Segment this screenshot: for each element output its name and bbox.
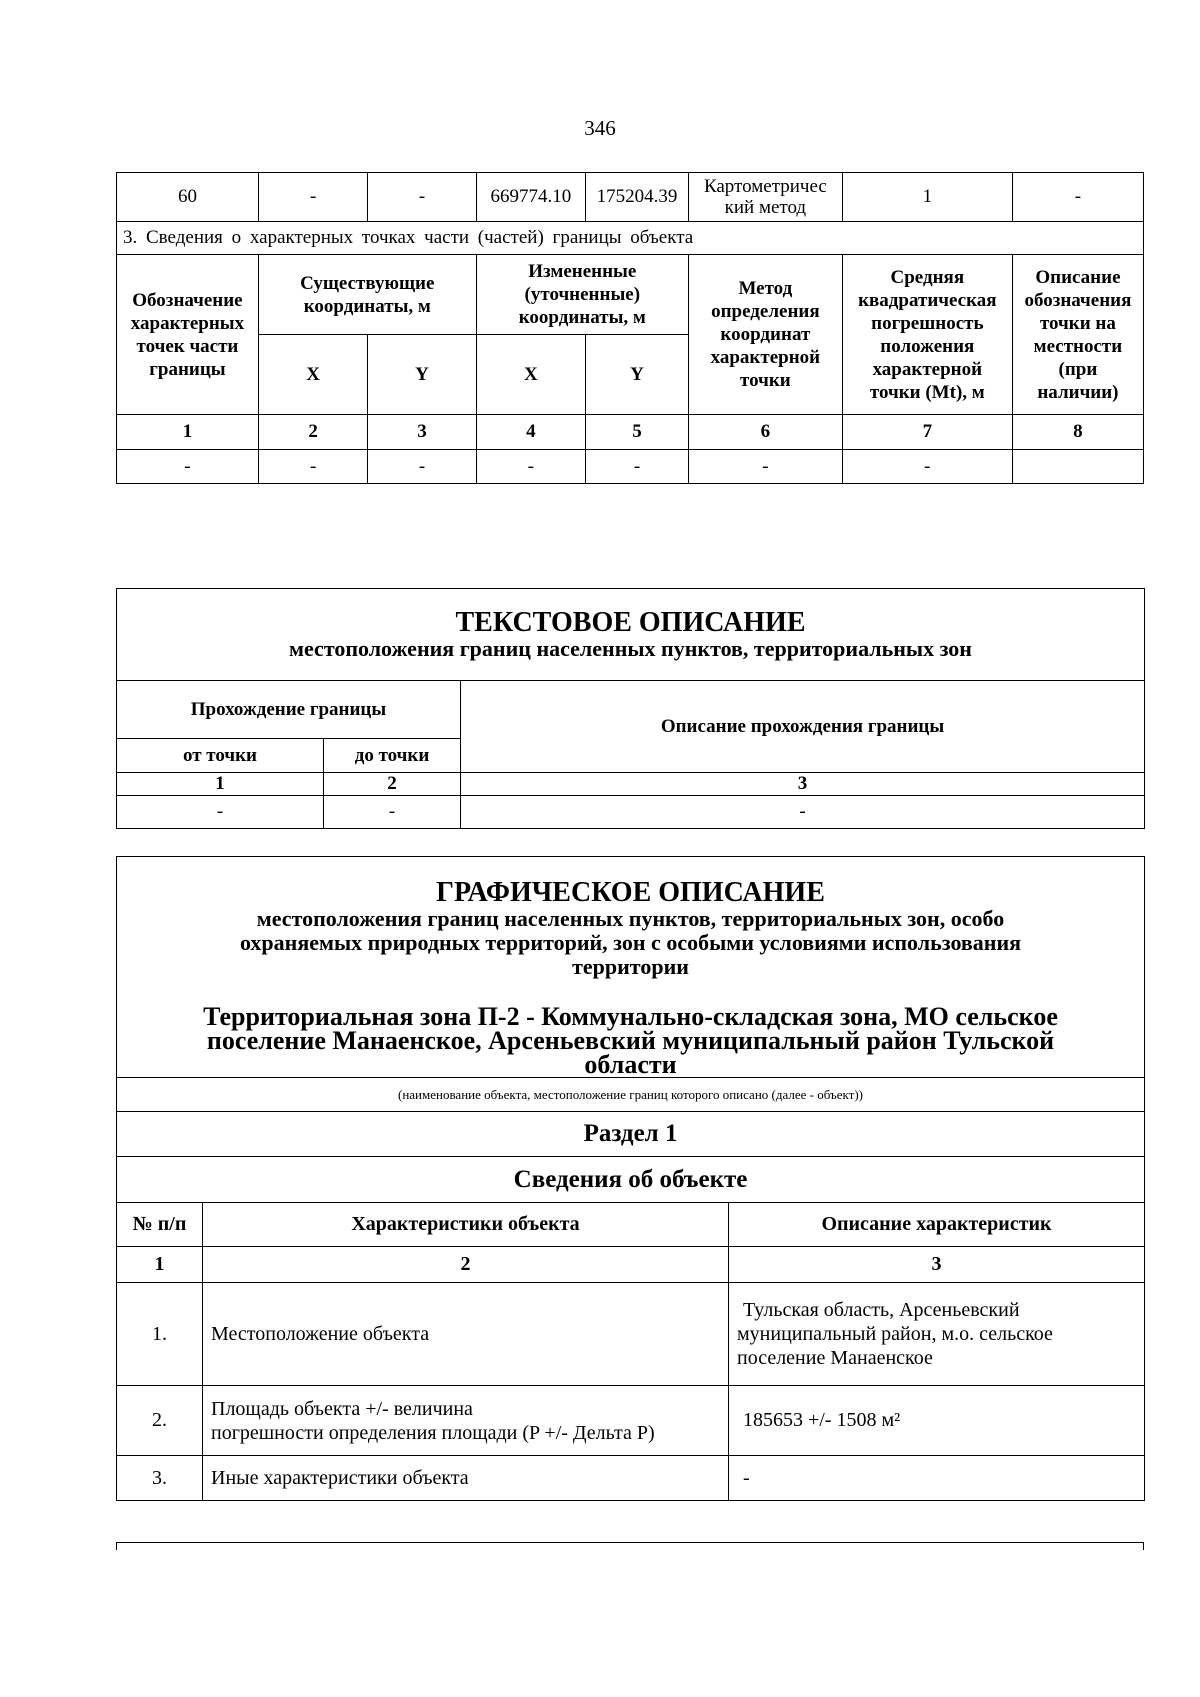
header-characteristics: Характеристики объекта bbox=[203, 1203, 729, 1247]
col-number: 1 bbox=[117, 415, 259, 450]
object-name-note: (наименование объекта, местоположение границ которого описано (далее - объект)) bbox=[117, 1078, 1145, 1112]
table-row bbox=[117, 173, 1144, 222]
table-cell: 1 bbox=[842, 173, 1012, 222]
row-number: 2. bbox=[117, 1386, 203, 1456]
table-cell: - bbox=[324, 796, 461, 829]
row-number: 1. bbox=[117, 1283, 203, 1386]
from-point-header: от точки bbox=[117, 739, 324, 773]
header-changed-coords: Измененные (уточненные) координаты, м bbox=[476, 255, 688, 335]
graphic-description-header bbox=[117, 857, 1145, 1078]
object-name-line: области bbox=[584, 1050, 677, 1079]
method-line: Картометричес bbox=[703, 176, 827, 197]
row-characteristic: Местоположение объекта bbox=[203, 1283, 729, 1386]
table-row bbox=[117, 1456, 1145, 1501]
table-row bbox=[117, 450, 1144, 484]
row-description: 185653 +/- 1508 м² bbox=[729, 1386, 1145, 1456]
table-cell: - bbox=[586, 450, 689, 484]
document-title: ГРАФИЧЕСКОЕ ОПИСАНИЕ bbox=[436, 877, 825, 908]
table-cell: 60 bbox=[117, 173, 259, 222]
table-cell: - bbox=[258, 450, 367, 484]
section-title: Сведения об объекте bbox=[117, 1157, 1145, 1203]
col-number: 7 bbox=[842, 415, 1012, 450]
table-cell: - bbox=[1012, 173, 1143, 222]
col-number: 2 bbox=[203, 1247, 729, 1283]
row-characteristic: Площадь объекта +/- величина погрешности определения площади (P +/- Дельта P) bbox=[203, 1386, 729, 1456]
col-number: 3 bbox=[729, 1247, 1145, 1283]
col-number: 6 bbox=[688, 415, 842, 450]
page-number: 346 bbox=[584, 116, 616, 140]
text-description-header bbox=[117, 589, 1145, 681]
table-cell bbox=[688, 173, 842, 222]
table-cell: - bbox=[117, 796, 324, 829]
table-cell: - bbox=[461, 796, 1145, 829]
document-title: ТЕКСТОВОЕ ОПИСАНИЕ bbox=[455, 606, 806, 638]
object-name-line: Территориальная зона П-2 - Коммунально-складская зона, МО сельское bbox=[203, 1002, 1058, 1031]
col-number: 3 bbox=[368, 415, 476, 450]
to-point-header: до точки bbox=[324, 739, 461, 773]
table-cell: - bbox=[258, 173, 367, 222]
table-row bbox=[117, 1283, 1145, 1386]
col-number: 4 bbox=[476, 415, 585, 450]
col-number: 1 bbox=[117, 1247, 203, 1283]
object-name-line: поселение Манаенское, Арсеньевский муниципальный район Тульской bbox=[206, 1026, 1055, 1055]
header-y: Y bbox=[586, 335, 689, 415]
col-number: 3 bbox=[461, 773, 1145, 796]
row-description: Тульская область, Арсеньевский муниципальный район, м.о. сельское поселение Манаенское bbox=[729, 1283, 1145, 1386]
row-number: 3. bbox=[117, 1456, 203, 1501]
header-description: Описание характеристик bbox=[729, 1203, 1145, 1247]
header-existing-coords: Существующие координаты, м bbox=[258, 255, 476, 335]
method-line: кий метод bbox=[724, 197, 807, 218]
table-cell: 175204.39 bbox=[586, 173, 689, 222]
table-cell: - bbox=[476, 450, 585, 484]
table-cell: - bbox=[688, 450, 842, 484]
passage-header: Прохождение границы bbox=[117, 681, 461, 739]
row-characteristic: Иные характеристики объекта bbox=[203, 1456, 729, 1501]
graphic-description-table bbox=[116, 856, 1145, 1501]
next-table-top-border bbox=[116, 1542, 1144, 1543]
document-subtitle-line: территории bbox=[572, 954, 689, 979]
table-cell: - bbox=[368, 450, 476, 484]
section-number: Раздел 1 bbox=[117, 1112, 1145, 1157]
table-row bbox=[117, 796, 1145, 829]
col-number: 2 bbox=[324, 773, 461, 796]
row-description: - bbox=[729, 1456, 1145, 1501]
header-point-description: Описание обозначения точки на местности (при наличии) bbox=[1012, 255, 1143, 415]
document-subtitle-line: охраняемых природных территорий, зон с особыми условиями использования bbox=[239, 930, 1022, 955]
col-number: 1 bbox=[117, 773, 324, 796]
header-x: X bbox=[476, 335, 585, 415]
header-x: X bbox=[258, 335, 367, 415]
document-subtitle: местоположения границ населенных пунктов, территориальных зон bbox=[289, 635, 972, 661]
characteristic-points-table bbox=[116, 172, 1144, 484]
table-row bbox=[117, 1386, 1145, 1456]
header-y: Y bbox=[368, 335, 476, 415]
document-subtitle-line: местоположения границ населенных пунктов, территориальных зон, особо bbox=[256, 906, 1005, 931]
table-cell: - bbox=[368, 173, 476, 222]
section-title: 3. Сведения о характерных точках части (частей) границы объекта bbox=[117, 222, 1144, 255]
description-header: Описание прохождения границы bbox=[461, 681, 1145, 773]
header-number: № п/п bbox=[117, 1203, 203, 1247]
col-number: 8 bbox=[1012, 415, 1143, 450]
col-number: 5 bbox=[586, 415, 689, 450]
table-cell bbox=[1012, 450, 1143, 484]
table-cell: 669774.10 bbox=[476, 173, 585, 222]
table-cell: - bbox=[117, 450, 259, 484]
text-description-table bbox=[116, 588, 1145, 829]
header-point-designation: Обозначение характерных точек части границы bbox=[117, 255, 259, 415]
table-cell: - bbox=[842, 450, 1012, 484]
header-mean-error: Средняя квадратическая погрешность положения характерной точки (Mt), м bbox=[842, 255, 1012, 415]
header-method: Метод определения координат характерной точки bbox=[688, 255, 842, 415]
col-number: 2 bbox=[258, 415, 367, 450]
